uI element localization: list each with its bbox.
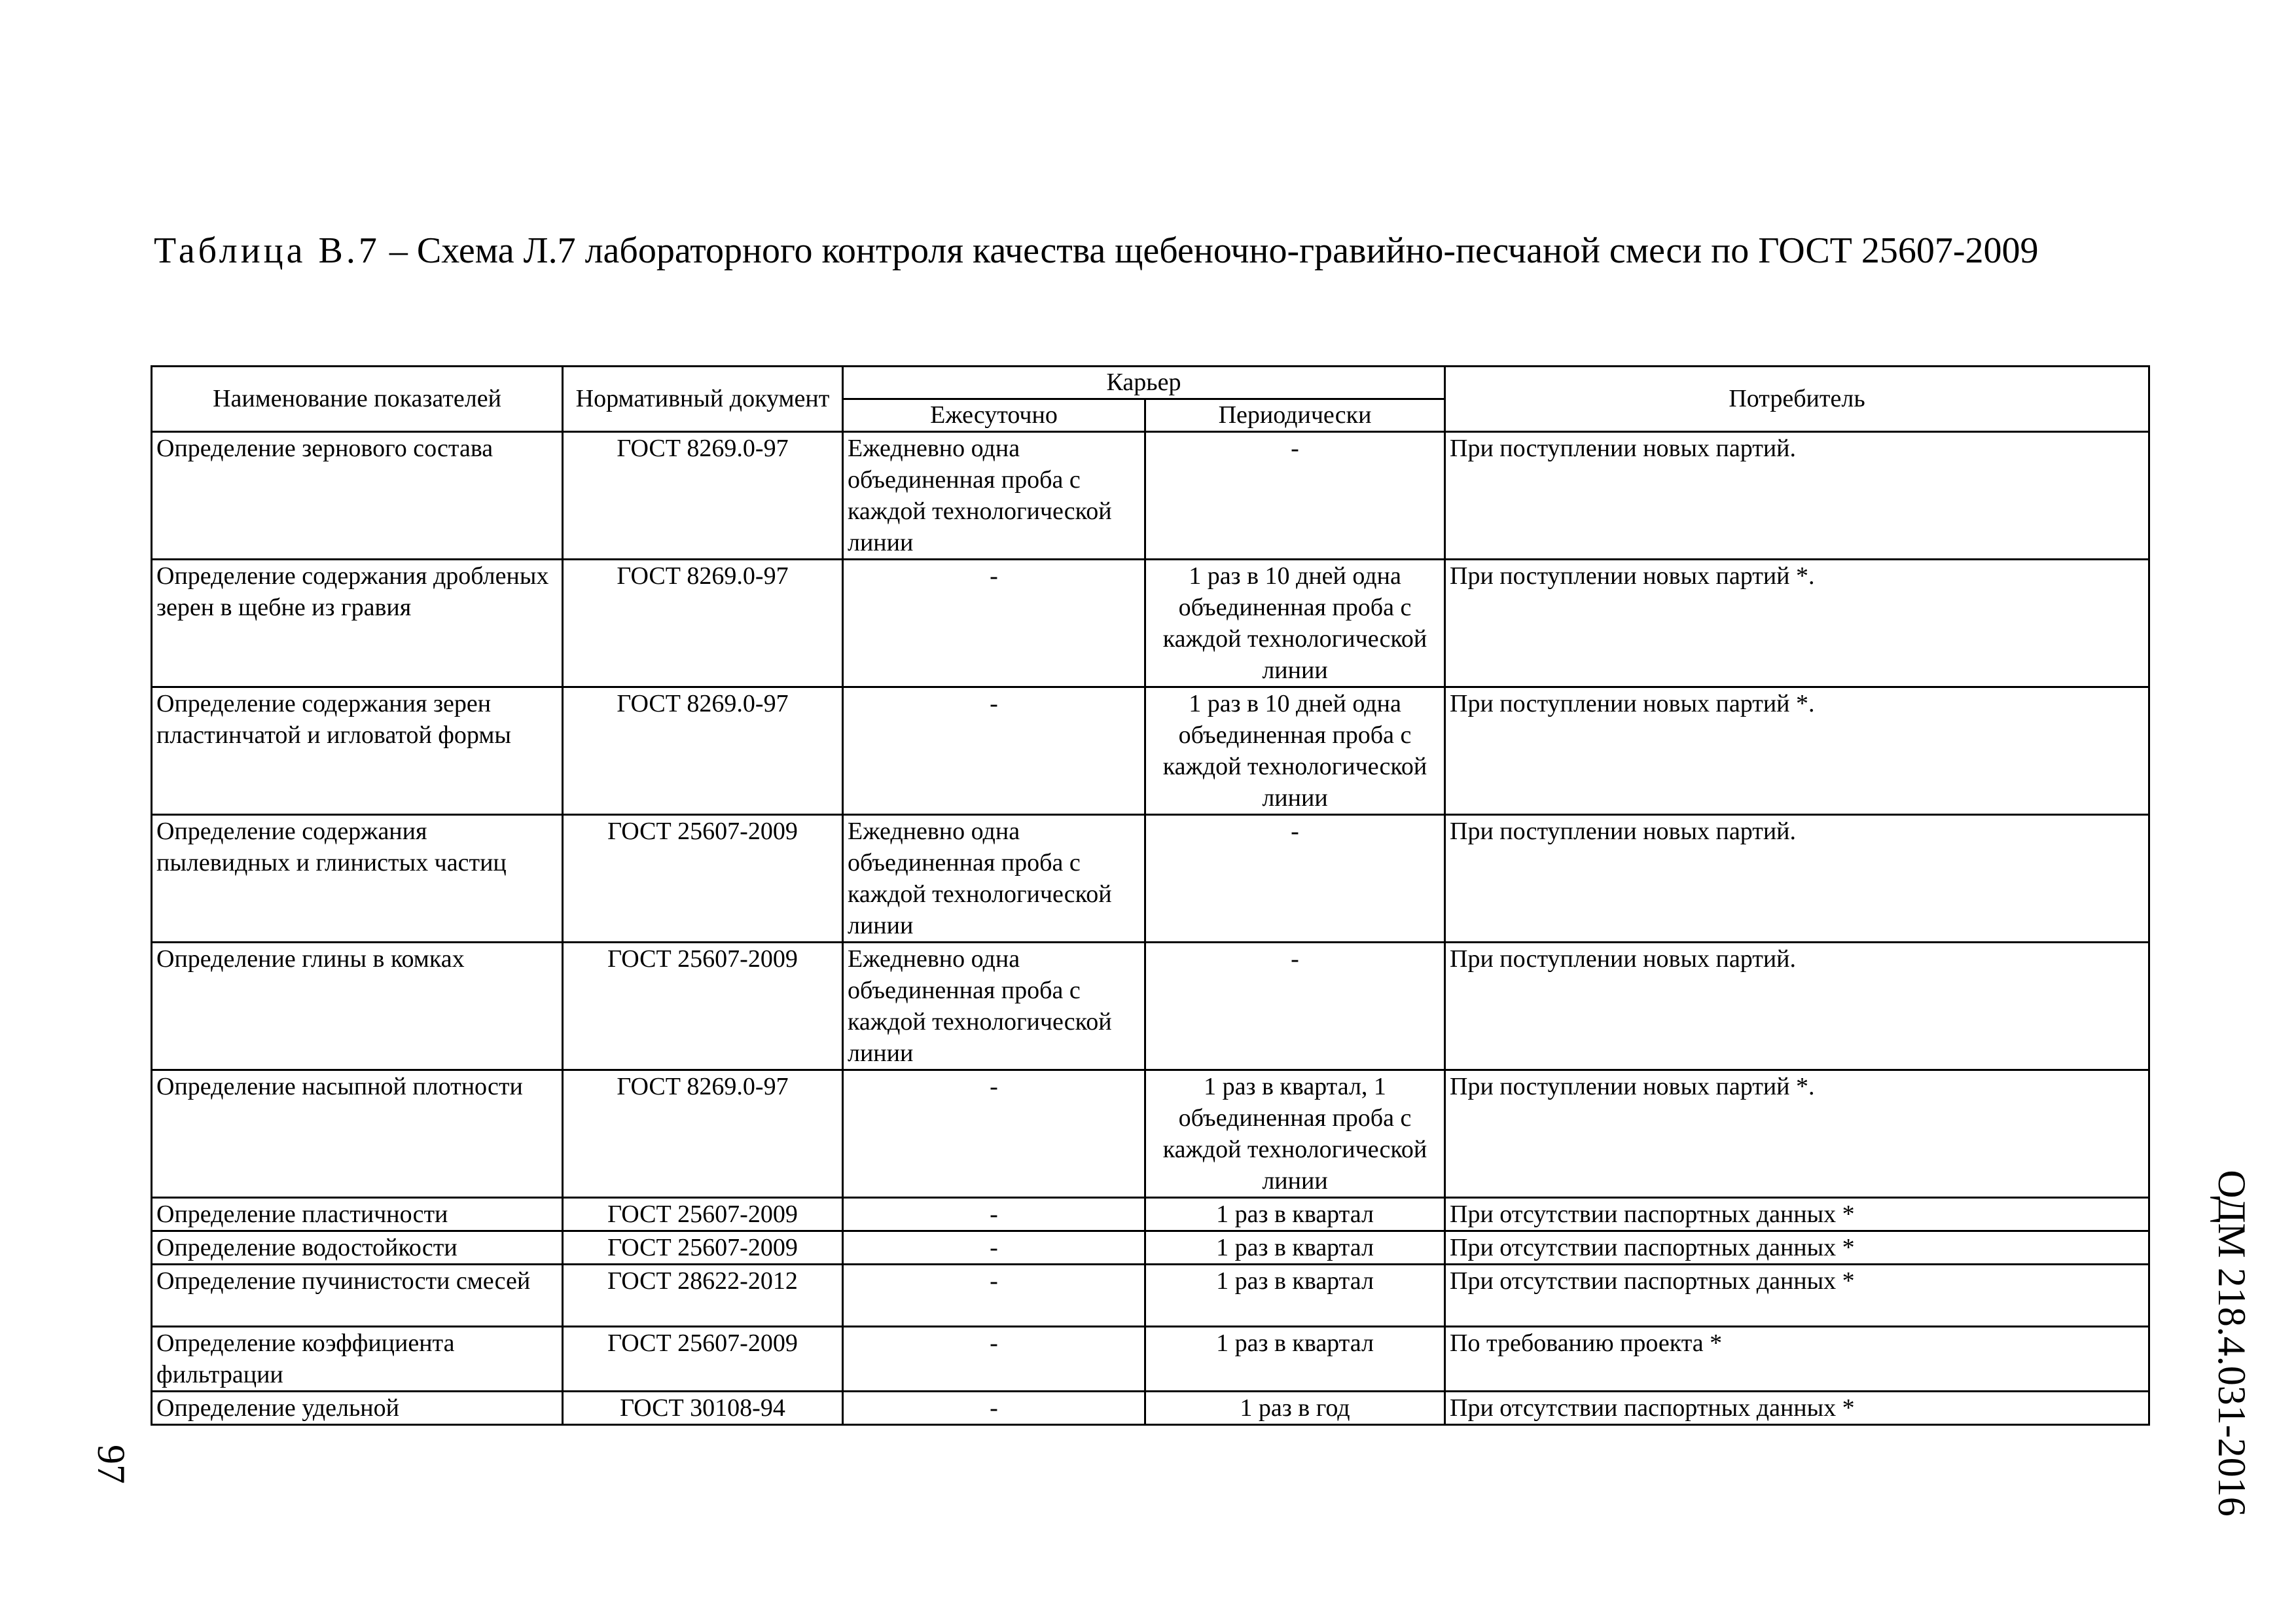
cell-periodic: 1 раз в год xyxy=(1145,1392,1445,1425)
cell-doc: ГОСТ 25607-2009 xyxy=(563,815,843,943)
cell-doc: ГОСТ 8269.0-97 xyxy=(563,1070,843,1198)
table-row xyxy=(152,1265,2149,1327)
table-caption-text: – Схема Л.7 лабораторного контроля качества щебеночно-гравийно-песчаной смеси по ГОСТ 25607-2009 xyxy=(380,230,2039,271)
cell-daily: - xyxy=(843,1198,1145,1231)
cell-consumer: При отсутствии паспортных данных * xyxy=(1445,1198,2149,1231)
cell-consumer: При поступлении новых партий. xyxy=(1445,815,2149,943)
header-consumer: Потребитель xyxy=(1445,367,2149,432)
cell-consumer: При поступлении новых партий *. xyxy=(1445,560,2149,687)
header-periodic: Периодически xyxy=(1145,399,1445,432)
page-number: 97 xyxy=(90,1445,133,1484)
cell-periodic: - xyxy=(1145,432,1445,560)
cell-indicator: Определение содержания пылевидных и глинистых частиц xyxy=(152,815,563,943)
cell-indicator: Определение глины в комках xyxy=(152,943,563,1070)
table-row xyxy=(152,687,2149,815)
cell-indicator: Определение удельной xyxy=(152,1392,563,1425)
cell-doc: ГОСТ 8269.0-97 xyxy=(563,560,843,687)
cell-doc: ГОСТ 25607-2009 xyxy=(563,1231,843,1265)
table-row xyxy=(152,1392,2149,1425)
table-caption xyxy=(154,228,2150,274)
cell-doc: ГОСТ 25607-2009 xyxy=(563,1327,843,1392)
cell-daily: - xyxy=(843,1392,1145,1425)
table-row xyxy=(152,1327,2149,1392)
cell-doc: ГОСТ 25607-2009 xyxy=(563,1198,843,1231)
cell-doc: ГОСТ 25607-2009 xyxy=(563,943,843,1070)
cell-periodic: 1 раз в 10 дней одна объединенная проба с каждой технологической линии xyxy=(1145,687,1445,815)
cell-periodic: - xyxy=(1145,943,1445,1070)
header-daily: Ежесуточно xyxy=(843,399,1145,432)
cell-periodic: 1 раз в квартал xyxy=(1145,1198,1445,1231)
cell-daily: - xyxy=(843,1231,1145,1265)
control-scheme-table xyxy=(151,365,2150,1426)
cell-indicator: Определение содержания дробленых зерен в щебне из гравия xyxy=(152,560,563,687)
cell-daily: - xyxy=(843,687,1145,815)
cell-doc: ГОСТ 28622-2012 xyxy=(563,1265,843,1327)
cell-consumer: При отсутствии паспортных данных * xyxy=(1445,1392,2149,1425)
cell-indicator: Определение коэффициента фильтрации xyxy=(152,1327,563,1392)
cell-daily: Ежедневно одна объединенная проба с каждой технологической линии xyxy=(843,815,1145,943)
cell-periodic: 1 раз в квартал xyxy=(1145,1327,1445,1392)
cell-daily: Ежедневно одна объединенная проба с каждой технологической линии xyxy=(843,943,1145,1070)
cell-consumer: При поступлении новых партий. xyxy=(1445,943,2149,1070)
cell-periodic: 1 раз в квартал xyxy=(1145,1231,1445,1265)
table-row xyxy=(152,815,2149,943)
table-row xyxy=(152,943,2149,1070)
cell-doc: ГОСТ 8269.0-97 xyxy=(563,432,843,560)
cell-daily: - xyxy=(843,560,1145,687)
cell-indicator: Определение зернового состава xyxy=(152,432,563,560)
cell-consumer: При поступлении новых партий *. xyxy=(1445,1070,2149,1198)
cell-daily: - xyxy=(843,1327,1145,1392)
cell-consumer: При поступлении новых партий. xyxy=(1445,432,2149,560)
cell-indicator: Определение содержания зерен пластинчатой и игловатой формы xyxy=(152,687,563,815)
cell-consumer: При отсутствии паспортных данных * xyxy=(1445,1265,2149,1327)
cell-daily: - xyxy=(843,1070,1145,1198)
document-code: ОДМ 218.4.031-2016 xyxy=(2210,1170,2253,1517)
cell-periodic: 1 раз в квартал xyxy=(1145,1265,1445,1327)
header-quarry: Карьер xyxy=(843,367,1445,399)
cell-periodic: - xyxy=(1145,815,1445,943)
cell-doc: ГОСТ 30108-94 xyxy=(563,1392,843,1425)
table-row xyxy=(152,560,2149,687)
cell-daily: Ежедневно одна объединенная проба с каждой технологической линии xyxy=(843,432,1145,560)
cell-indicator: Определение водостойкости xyxy=(152,1231,563,1265)
cell-indicator: Определение пластичности xyxy=(152,1198,563,1231)
table-row xyxy=(152,1070,2149,1198)
cell-consumer: При поступлении новых партий *. xyxy=(1445,687,2149,815)
header-normative-doc: Нормативный документ xyxy=(563,367,843,432)
table-row xyxy=(152,1198,2149,1231)
table-caption-label: Таблица В.7 xyxy=(154,230,380,271)
header-indicator: Наименование показателей xyxy=(152,367,563,432)
cell-doc: ГОСТ 8269.0-97 xyxy=(563,687,843,815)
cell-consumer: При отсутствии паспортных данных * xyxy=(1445,1231,2149,1265)
cell-consumer: По требованию проекта * xyxy=(1445,1327,2149,1392)
cell-indicator: Определение насыпной плотности xyxy=(152,1070,563,1198)
table-row xyxy=(152,432,2149,560)
cell-indicator: Определение пучинистости смесей xyxy=(152,1265,563,1327)
cell-periodic: 1 раз в квартал, 1 объединенная проба с каждой технологической линии xyxy=(1145,1070,1445,1198)
cell-periodic: 1 раз в 10 дней одна объединенная проба с каждой технологической линии xyxy=(1145,560,1445,687)
table-row xyxy=(152,1231,2149,1265)
cell-daily: - xyxy=(843,1265,1145,1327)
